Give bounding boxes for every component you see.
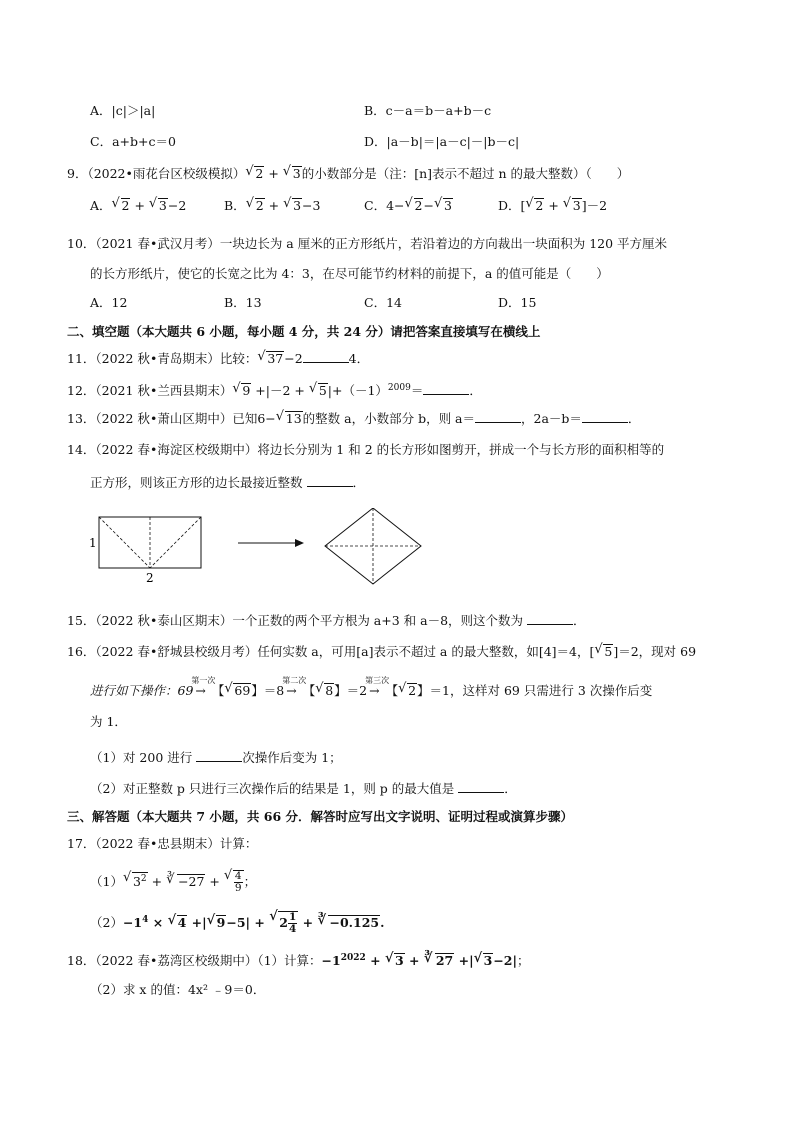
q18-line-1: 18．（2022 春•荔湾区校级期中）（1）计算：$-1^{2022}$ + √ 3 + ∛ 27 +|√ 3−2|； xyxy=(67,950,530,969)
q9-prefix: 9．（2022•雨花台区校级模拟） xyxy=(67,166,246,181)
q14-figure xyxy=(80,508,430,588)
answer-blank[interactable] xyxy=(458,780,504,793)
q9-option-c: C．4−√ 2−√ 3 xyxy=(364,198,453,214)
q8-option-d: D．|a－b|＝|a－c|－|b－c| xyxy=(364,134,520,149)
q16-sub-2: （2）对正整数 p 只进行三次操作后的结果是 1，则 p 的最大值是 ． xyxy=(90,781,517,796)
q9-option-d: D．[√ 2 + √ 3]－2 xyxy=(498,198,607,214)
q10-option-d: D．15 xyxy=(498,295,537,310)
answer-blank[interactable] xyxy=(196,749,242,762)
q8-option-b: B．c－a＝b－a+b－c xyxy=(364,103,492,118)
q9-suffix: 的小数部分是（注：[n]表示不超过 n 的最大整数）（ ） xyxy=(301,166,630,181)
q9-option-b: B．√ 2 + √ 3−3 xyxy=(224,198,320,214)
section-3-heading: 三、解答题（本大题共 7 小题，共 66 分．解答时应写出文字说明、证明过程或演算步骤） xyxy=(67,809,574,824)
q10-line-1: 10．（2021 春•武汉月考）一块边长为 a 厘米的正方形纸片，若沿着边的方向裁出一块面积为 120 平方厘米 xyxy=(67,236,668,251)
question-11: 11．（2022 秋•青岛期末）比较：√ 37−2 4． xyxy=(67,350,369,367)
q9-option-a: A．√ 2 + √ 3−2 xyxy=(90,198,186,214)
question-15: 15．（2022 秋•泰山区期末）一个正数的两个平方根为 a+3 和 a－8，则这个数为 ． xyxy=(67,613,586,628)
q8-option-c: C．a+b+c＝0 xyxy=(90,134,176,149)
q8-option-a: A．|c|＞|a| xyxy=(90,103,156,118)
question-13: 13．（2022 秋•萧山区期中）已知6−√ 13的整数 a，小数部分 b，则 a＝ ，2a－b＝ ． xyxy=(67,410,640,427)
q17-part-1: （1）√ $3^2$ + ∛ −27 + √ $\frac{4}{9}$ ； xyxy=(90,870,256,894)
answer-blank[interactable] xyxy=(527,612,573,625)
q14-line-2: 正方形，则该正方形的边长最接近整数 ． xyxy=(90,475,366,490)
q18-line-2: （2）求 x 的值：4x² ﹣9＝0． xyxy=(90,982,266,997)
answer-blank[interactable] xyxy=(582,410,628,423)
label-bottom: 2 xyxy=(146,571,154,585)
q17-title: 17．（2022 春•忠县期末）计算： xyxy=(67,836,258,851)
label-side: 1 xyxy=(89,536,97,550)
section-2-heading: 二、填空题（本大题共 6 小题，每小题 4 分，共 24 分）请把答案直接填写在横线上 xyxy=(67,324,541,339)
q10-option-c: C．14 xyxy=(364,295,402,310)
q16-line-3: 为 1． xyxy=(90,714,127,729)
answer-blank[interactable] xyxy=(475,410,521,423)
q10-option-a: A．12 xyxy=(90,295,128,310)
q10-line-2: 的长方形纸片，使它的长宽之比为 4：3，在尽可能节约材料的前提下，a 的值可能是（ ） xyxy=(90,266,609,281)
answer-blank[interactable] xyxy=(307,474,353,487)
answer-blank[interactable] xyxy=(303,350,349,363)
q16-line-2: 进行如下操作：69 第一次 → 【√ 69】＝8 第二次 → 【√ 8】＝2 第三次 → 【√ 2】＝1，这样对 69 只需进行 3 次操作后变 xyxy=(90,683,652,699)
answer-blank[interactable] xyxy=(423,382,469,395)
q16-sub-1: （1）对 200 进行 次操作后变为 1； xyxy=(90,750,342,765)
q16-line-1: 16．（2022 春•舒城县校级月考）任何实数 a，可用[a]表示不超过 a 的最大整数，如[4]＝4，[√ 5]＝2，现对 69 xyxy=(67,644,696,660)
q14-line-1: 14．（2022 春•海淀区校级期中）将边长分别为 1 和 2 的长方形如图剪开，拼成一个与长方形的面积相等的 xyxy=(67,442,665,457)
q17-part-2: $(2)-1^4$ × √ 4 +|√ 9−5| + √ 2 $\frac{1}{4}$ + ∛ −0.125. xyxy=(90,909,384,935)
q10-option-b: B．13 xyxy=(224,295,262,310)
question-12: 12．（2021 秋•兰西县期末）√ 9 +|－2 + √ $5|+(-1)^{2009}=$ ． xyxy=(67,380,482,399)
question-9: 9．（2022•雨花台区校级模拟）√ 2 + √ 3的小数部分是（注：[n]表示不超过 n 的最大整数）（ ） xyxy=(67,166,629,182)
